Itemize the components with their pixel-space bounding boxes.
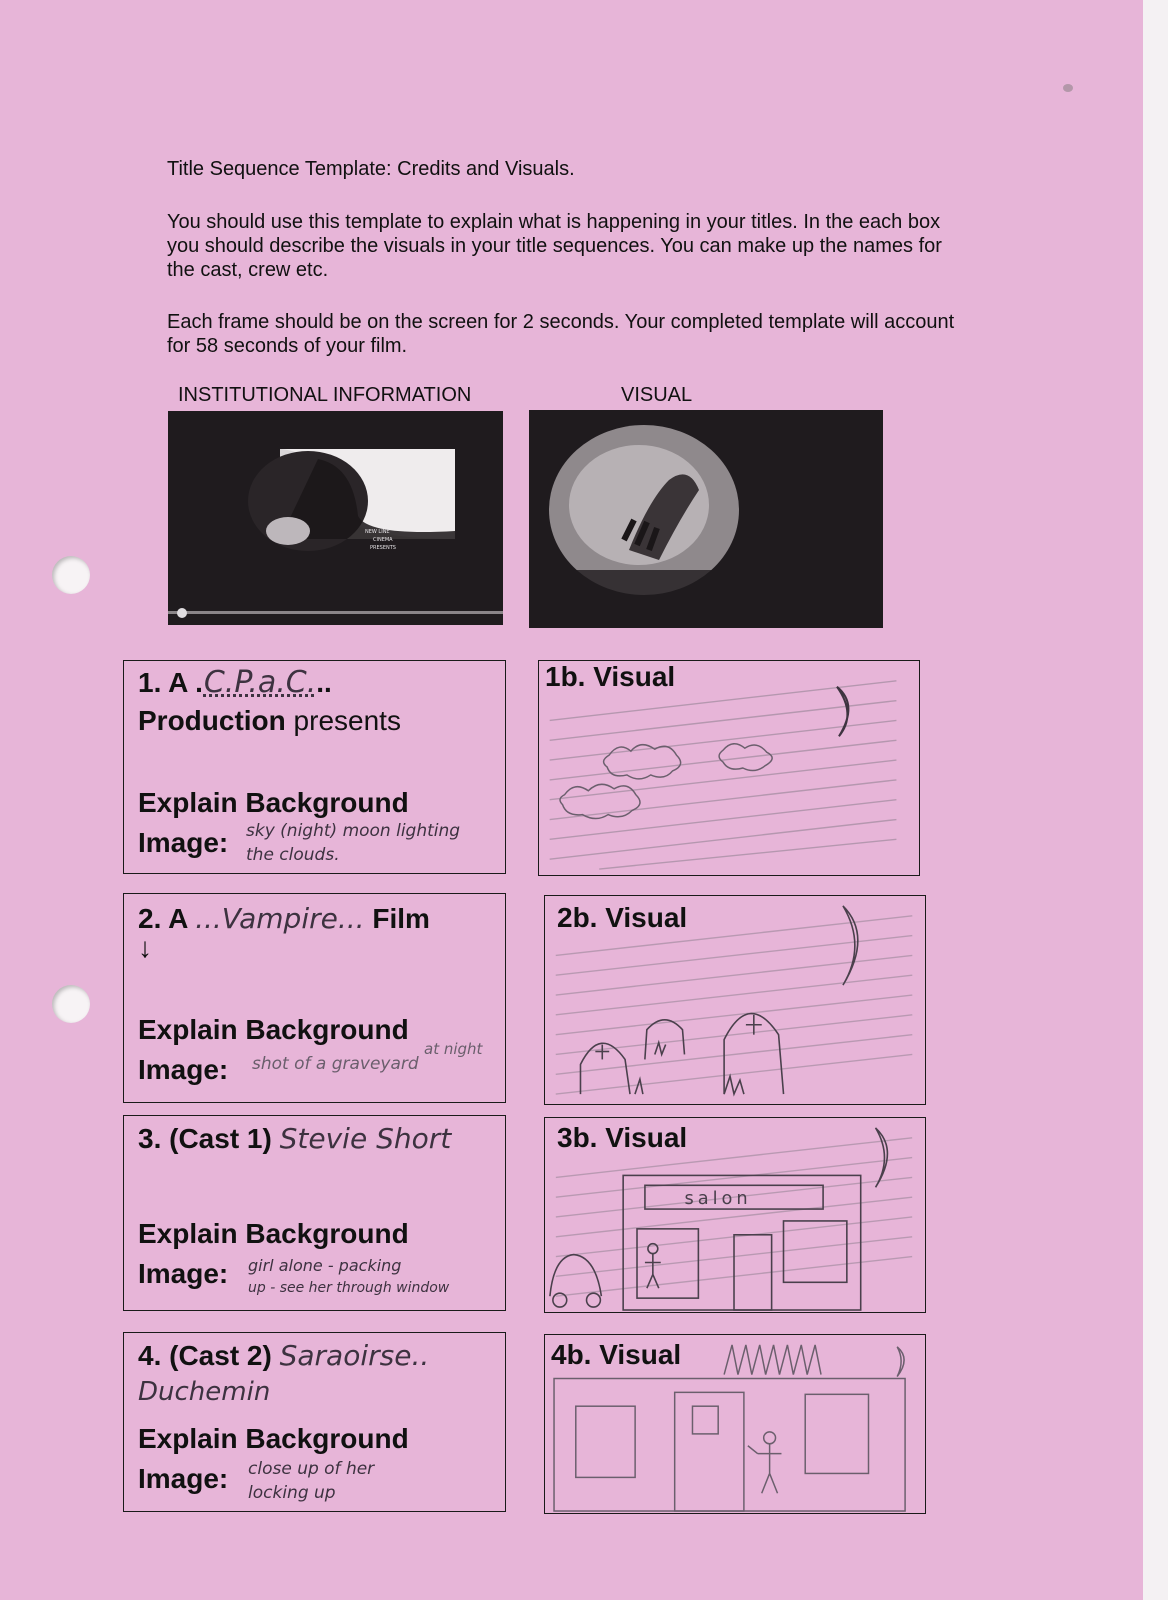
credit-prefix: 1. A [138,667,196,698]
handwritten-note: shot of a graveyard [252,1054,419,1074]
credit-line [138,665,332,700]
handwritten-note: the clouds. [246,845,340,865]
salon-sign-text: salon [684,1188,752,1210]
handwritten-note: close up of her [248,1459,375,1479]
visual-label: 1b. Visual [545,661,676,692]
visual-box-3 [544,1117,926,1313]
instruction-paragraph: You should use this template to explain what is happening in your titles. In the each box you should describe the visuals in your title sequences. You can make up the names for the cast, crew etc. [167,211,942,281]
visual-label: 2b. Visual [557,902,688,933]
instruction-paragraph: Each frame should be on the screen for 2 seconds. Your completed template will account for 58 seconds of your film. [167,311,955,357]
scan-speck [1063,84,1073,92]
image-label: Image: [138,1463,229,1494]
image-label: Image: [138,1258,229,1289]
punch-hole [52,556,90,594]
frame-text-line: NEW LINE [365,529,390,535]
visual-label: 4b. Visual [551,1339,682,1370]
handwritten-company-name: C.P.a.C. [203,665,317,700]
example-film-still-institutional [168,411,503,625]
credit-line [138,1122,451,1155]
credit-box-3 [123,1115,506,1311]
punch-hole [52,985,90,1023]
credit-box-2 [123,893,506,1103]
credit-prefix: 4. (Cast 2) [138,1340,280,1371]
credit-word: Production [138,705,286,736]
handwritten-note: at night [424,1040,483,1058]
explain-background-label: Explain Background [138,787,409,818]
explain-background-label: Explain Background [138,1014,409,1045]
image-label: Image: [138,827,229,858]
credit-line [138,902,430,935]
visual-box-4 [544,1334,926,1514]
visual-label: 3b. Visual [557,1122,688,1153]
credit-suffix: Film [364,903,430,934]
credit-box-1 [123,660,506,874]
handwritten-note: girl alone - packing [248,1256,402,1275]
explain-background-label: Explain Background [138,1423,409,1454]
image-label: Image: [138,1054,229,1085]
column-heading-institutional: INSTITUTIONAL INFORMATION [178,384,472,406]
frame-text-line: PRESENTS [370,545,396,551]
pencil-sketch-night-clouds [539,661,919,875]
visual-box-2 [544,895,926,1105]
film-still-image [529,410,883,628]
handwritten-note: sky (night) moon lighting [246,821,461,841]
document-title: Title Sequence Template: Credits and Visuals. [167,158,575,180]
credit-line [138,1339,429,1372]
dotted-fill-line: .. [316,667,332,698]
handwritten-cast-name: Stevie Short [279,1122,452,1155]
example-film-still-visual [529,410,883,628]
explain-background-label: Explain Background [138,1218,409,1249]
column-heading-visual: VISUAL [621,384,693,406]
credit-prefix: 3. (Cast 1) [138,1123,280,1154]
handwritten-note: locking up [248,1483,336,1503]
scan-edge [1143,0,1168,1600]
film-still-image [168,411,503,625]
arrow-down-icon: ↓ [138,932,152,963]
credit-box-4 [123,1332,506,1512]
handwritten-note: up - see her through window [248,1280,450,1296]
visual-box-1 [538,660,920,876]
credit-prefix: 2. A [138,903,196,934]
handwritten-cast-surname: Duchemin [138,1377,271,1407]
frame-text-line: CINEMA [373,537,393,543]
credit-word: presents [285,705,401,736]
credit-line-2 [138,705,401,737]
dotted-fill-line: . [195,667,204,698]
handwritten-genre: ...Vampire... [195,902,365,935]
handwritten-cast-name: Saraoirse.. [279,1339,430,1372]
